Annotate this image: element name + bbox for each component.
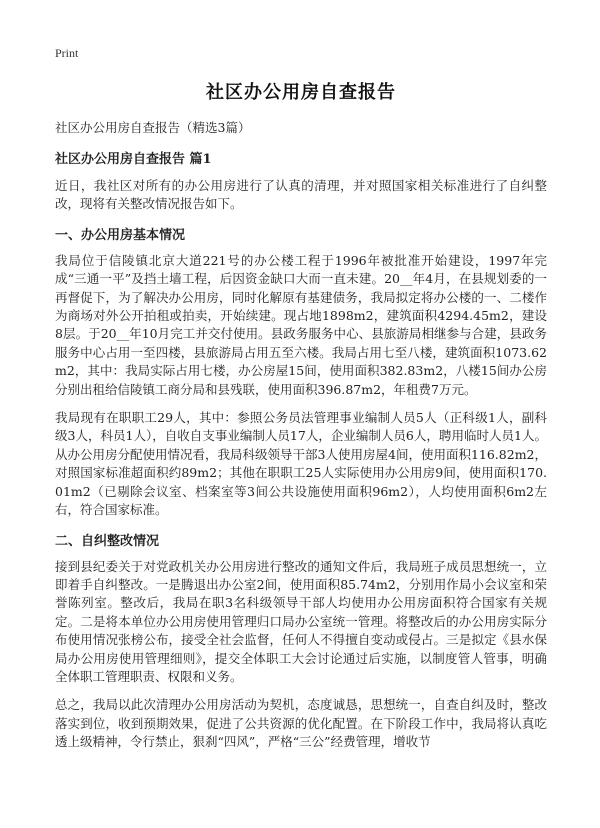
paragraph: 总之，我局以此次清理办公用房活动为契机，态度诚恳，思想统一，自查自纠及时，整改落实到位，收到预期效果，促进了公共资源的优化配置。在下阶段工作中，我局将认真吃透上级精神，令行禁止，狠刹“四风”，严格“三公”经费管理，增收节 [55, 697, 547, 750]
document-body [55, 78, 547, 762]
page-title: 社区办公用房自查报告 [206, 82, 396, 103]
article-heading: 社区办公用房自查报告 篇1 [55, 152, 212, 167]
print-link[interactable]: Print [55, 46, 79, 60]
paragraph: 我局现有在职职工29人，其中：参照公务员法管理事业编制人员5人（正科级1人，副科级3人，科员1人），自收自支事业编制人员17人，企业编制人员6人，聘用临时人员1人。从办公用房分配使用情况看，我局科级领导干部3人使用房屋4间，使用面积116.82m2，对照国家标准超面积约89m2；其他在职职工25人实际使用办公用房9间，使用面积170.01m2（已剔除会议室、档案室等3间公共设施使用面积96m2），人均使用面积6m2左右，符合国家标准。 [55, 410, 547, 518]
intro-paragraph: 近日，我社区对所有的办公用房进行了认真的清理，并对照国家相关标准进行了自纠整改，现将有关整改情况报告如下。 [55, 178, 547, 212]
document-subtitle: 社区办公用房自查报告（精选3篇） [55, 120, 251, 135]
paragraph: 接到县纪委关于对党政机关办公用房进行整改的通知文件后，我局班子成员思想统一，立即着手自纠整改。一是腾退出办公室2间，使用面积85.74m2，分别用作局小会议室和荣誉陈列室。整改后，我局在职3名科级领导干部人均使用办公用房面积符合国家有关规定。二是将本单位办公用房使用管理归口局办公室统一管理。将整改后的办公用房实际分布使用情况张榜公布，接受全社会监督，任何人不得擅自变动或侵占。三是拟定《县水保局办公用房使用管理细则》，提交全体职工大会讨论通过后实施，以制度管人管事，明确全体职工管理职责、权限和义务。 [55, 558, 547, 684]
paragraph: 我局位于信陵镇北京大道221号的办公楼工程于1996年被批准开始建设，1997年完成“三通一平”及挡土墙工程，后因资金缺口大而一直未建。20__年4月，在县规划委的一再督促下，为了解决办公用房，同时化解原有基建债务，我局拟定将办公楼的一、二楼作为商场对外公开拍租或拍卖，开始续建。现占地1898m2，建筑面积4294.45m2，建设8层。于20__年10月完工并交付使用。县政务服务中心、县旅游局相继参与合建，县政务服务中心占用一至四楼，县旅游局占用五至六楼。我局占用七至八楼，建筑面积1073.62m2，其中：我局实际占用七楼，办公房屋15间，使用面积382.83m2，八楼15间办公房分别出租给信陵镇工商分局和县残联，使用面积396.87m2，年租费7万元。 [55, 252, 547, 397]
section-heading-basic-info: 一、办公用房基本情况 [55, 227, 186, 243]
section-heading-rectification: 二、自纠整改情况 [55, 533, 160, 549]
